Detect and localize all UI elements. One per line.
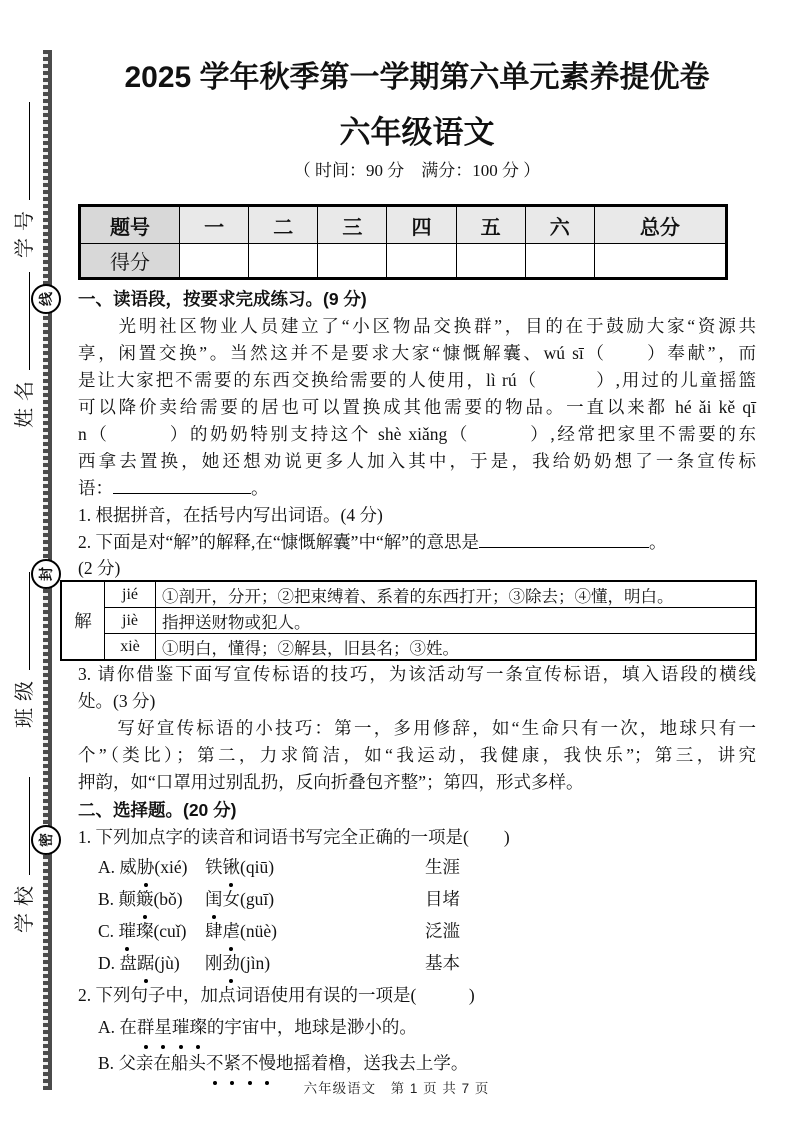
s2-question1: 1. 下列加点字的读音和词语书写完全正确的一项是( ) <box>78 827 510 847</box>
tips-line: 个”（类比）；第二，力求简洁，如“我运动，我健康，我快乐”；第三，讲究 <box>78 745 756 765</box>
option-word: D. 盘踞(jù) <box>98 947 205 979</box>
margin-field-student-id <box>9 90 35 270</box>
score-input-cell[interactable] <box>318 244 387 279</box>
s1-question3-line2: 处。(3 分) <box>78 691 156 711</box>
score-input-cell[interactable] <box>456 244 525 279</box>
student-id-blank[interactable] <box>15 102 30 200</box>
slogan-prefix: 语： <box>78 478 113 498</box>
score-input-cell[interactable] <box>387 244 456 279</box>
option-word: 闺女(guī) <box>205 883 425 915</box>
tips-line: 押韵，如“口罩用过别乱扔，反向折叠包齐整”；第四，形式多样。 <box>78 772 584 792</box>
score-row-label: 得分 <box>80 244 180 279</box>
option-word: 肆虐(nüè) <box>205 915 425 947</box>
pinyin-cell: xiè <box>105 634 156 661</box>
section2-heading: 二、选择题。(20 分) <box>78 800 237 820</box>
definition-cell: 指押送财物或犯人。 <box>156 608 757 634</box>
class-label: 班级 <box>13 674 36 728</box>
score-header-cell: 一 <box>180 206 249 244</box>
s2-question2: 2. 下列句子中，加点词语使用有误的一项是( ) <box>78 985 475 1005</box>
choice-row-c[interactable] <box>78 915 756 947</box>
jie-character-cell: 解 <box>61 581 105 660</box>
option-word: 刚劲(jìn) <box>205 947 425 979</box>
jie-row <box>61 608 756 634</box>
definition-cell: ①剖开，分开；②把束缚着、系着的东西打开；③除去；④懂，明白。 <box>156 581 757 608</box>
student-id-label: 学号 <box>13 204 36 258</box>
option-word: B. 颠簸(bǒ) <box>98 883 205 915</box>
choice-row-d[interactable] <box>78 947 756 979</box>
definition-cell: ①明白，懂得；②解县，旧县名；③姓。 <box>156 634 757 661</box>
s1-q2-blank[interactable] <box>479 532 649 548</box>
class-blank[interactable] <box>15 572 30 670</box>
option-word: 铁锹(qiū) <box>205 851 425 883</box>
school-blank[interactable] <box>15 777 30 875</box>
option-word: 基本 <box>425 953 460 973</box>
choice-row-a[interactable] <box>78 851 756 883</box>
seal-char-mi <box>31 825 61 855</box>
score-header-cell: 五 <box>456 206 525 244</box>
school-label: 学校 <box>13 879 36 933</box>
seal-char-label: 密 <box>38 833 54 847</box>
option-word: C. 璀璨(cuǐ) <box>98 915 205 947</box>
score-header-cell: 总分 <box>594 206 726 244</box>
score-header-cell: 三 <box>318 206 387 244</box>
page-footer: 六年级语文 第 1 页 共 7 页 <box>303 1081 490 1096</box>
choice-row-b[interactable] <box>78 883 756 915</box>
option-word: 泛滥 <box>425 921 460 941</box>
seal-char-feng <box>31 559 61 589</box>
score-input-cell[interactable] <box>180 244 249 279</box>
seal-char-label: 线 <box>38 292 54 306</box>
s1-q2-text: 2. 下面是对“解”的解释,在“慷慨解囊”中“解”的意思是 <box>78 532 479 552</box>
name-blank[interactable] <box>15 272 30 370</box>
option-word: 目堵 <box>425 889 460 909</box>
passage-line: 西拿去置换，她还想劝说更多人加入其中，于是，我给奶奶想了一条宣传标 <box>78 451 756 471</box>
score-input-cell[interactable] <box>594 244 726 279</box>
section1-heading: 一、读语段，按要求完成练习。(9 分) <box>78 289 367 309</box>
score-input-cell[interactable] <box>249 244 318 279</box>
seal-char-xian <box>31 284 61 314</box>
passage-line: 是让大家把不需要的东西交换给需要的人使用，lì rú（ ）,用过的儿童摇篮 <box>78 370 756 390</box>
option-word: 生涯 <box>425 857 460 877</box>
jie-definition-table <box>60 580 757 661</box>
jie-row <box>61 634 756 661</box>
exam-subject: 六年级语文 <box>339 115 495 150</box>
passage-slogan-line <box>78 475 756 502</box>
score-table <box>78 204 728 280</box>
time-score-info: （ 时间：90 分 满分：100 分 ） <box>293 161 541 180</box>
s1-q2-score: (2 分) <box>78 558 121 578</box>
passage-line: 享，闲置交换”。当然这并不是要求大家“慷慨解囊、wú sī（ ）奉献”，而 <box>78 343 756 363</box>
s1-question1: 1. 根据拼音，在括号内写出词语。(4 分) <box>78 505 383 525</box>
passage-line: 光明社区物业人员建立了“小区物品交换群”，目的在于鼓励大家“资源共 <box>78 316 756 336</box>
passage-line: 可以降价卖给需要的居也可以置换成其他需要的物品。一直以来都 hé ǎi kě qī <box>78 397 756 417</box>
score-table-score-row <box>80 244 727 279</box>
s1-question2 <box>78 529 756 556</box>
score-header-cell: 题号 <box>80 206 180 244</box>
margin-field-school <box>9 765 35 945</box>
main-content <box>74 0 756 1081</box>
choice-sentence-b[interactable]: B. 父亲在船头不紧不慢地摇着橹，送我去上学。 <box>78 1045 756 1081</box>
jie-row <box>61 581 756 608</box>
exam-title: 2025 学年秋季第一学期第六单元素养提优卷 <box>124 61 710 94</box>
margin-field-name <box>9 260 35 440</box>
passage-line: n（ ）的奶奶特别支持这个 shè xiǎng（ ）,经常把家里不需要的东 <box>78 424 756 444</box>
score-header-cell: 二 <box>249 206 318 244</box>
seal-char-label: 封 <box>38 567 54 581</box>
score-header-cell: 四 <box>387 206 456 244</box>
pinyin-cell: jiè <box>105 608 156 634</box>
s1-q2-suffix: 。 <box>648 532 667 552</box>
name-label: 姓名 <box>13 374 36 428</box>
slogan-blank[interactable] <box>113 478 251 494</box>
score-header-cell: 六 <box>525 206 594 244</box>
score-input-cell[interactable] <box>525 244 594 279</box>
choice-sentence-a[interactable]: A. 在群星璀璨的宇宙中，地球是渺小的。 <box>78 1009 756 1045</box>
pinyin-cell: jié <box>105 581 156 608</box>
s1-question3-line1: 3. 请你借鉴下面写宣传标语的技巧，为该活动写一条宣传标语，填入语段的横线 <box>78 664 756 684</box>
tips-line: 写好宣传标语的小技巧：第一，多用修辞，如“生命只有一次，地球只有一 <box>78 718 756 738</box>
score-table-header-row <box>80 206 727 244</box>
slogan-suffix: 。 <box>251 478 269 498</box>
margin-field-class <box>9 560 35 740</box>
option-word: A. 威胁(xié) <box>98 851 205 883</box>
